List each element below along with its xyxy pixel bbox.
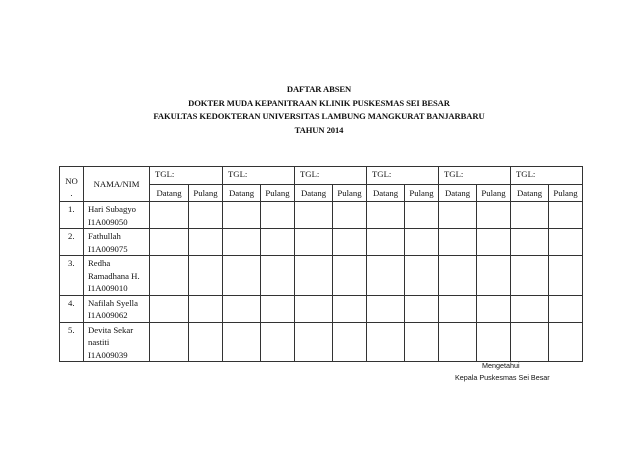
table-row [60, 256, 583, 296]
arrival-cell[interactable] [511, 229, 549, 256]
name-line: I1A009050 [88, 216, 128, 227]
table-row [60, 322, 583, 362]
departure-cell[interactable] [477, 322, 511, 362]
document-header [0, 83, 638, 137]
arrival-cell[interactable] [295, 229, 333, 256]
date-group-header: TGL: [295, 167, 367, 185]
arrival-cell[interactable] [439, 322, 477, 362]
departure-cell[interactable] [261, 295, 295, 322]
departure-cell[interactable] [333, 295, 367, 322]
departure-cell[interactable] [405, 322, 439, 362]
no-column-header: NO . [60, 167, 84, 202]
head-of-clinic-label: Kepala Puskesmas Sei Besar [455, 373, 550, 382]
datang-subheader: Datang [223, 185, 261, 202]
subtitle-line: DOKTER MUDA KEPANITRAAN KLINIK PUSKESMAS SEI BESAR [188, 97, 450, 108]
departure-cell[interactable] [333, 256, 367, 296]
departure-cell[interactable] [405, 229, 439, 256]
departure-cell[interactable] [333, 202, 367, 229]
pulang-subheader: Pulang [189, 185, 223, 202]
pulang-subheader: Pulang [261, 185, 295, 202]
arrival-cell[interactable] [150, 295, 189, 322]
datang-subheader: Datang [295, 185, 333, 202]
arrival-cell[interactable] [223, 322, 261, 362]
arrival-cell[interactable] [150, 202, 189, 229]
departure-cell[interactable] [261, 256, 295, 296]
name-line: I1A009062 [88, 310, 128, 320]
departure-cell[interactable] [405, 295, 439, 322]
datang-subheader: Datang [439, 185, 477, 202]
arrival-cell[interactable] [150, 229, 189, 256]
year-line: TAHUN 2014 [294, 124, 344, 135]
name-line: Redha [88, 258, 111, 268]
arrival-cell[interactable] [367, 229, 405, 256]
departure-cell[interactable] [477, 295, 511, 322]
name-column-header: NAMA/NIM [84, 167, 150, 202]
departure-cell[interactable] [333, 229, 367, 256]
date-group-header: TGL: [439, 167, 511, 185]
name-line: Devita Sekar [88, 324, 134, 335]
acknowledgement-label: Mengetahui [482, 361, 520, 370]
arrival-cell[interactable] [439, 256, 477, 296]
student-name-nim [84, 256, 150, 296]
arrival-cell[interactable] [150, 256, 189, 296]
departure-cell[interactable] [549, 295, 583, 322]
row-number: 5. [60, 322, 84, 362]
datang-subheader: Datang [150, 185, 189, 202]
departure-cell[interactable] [189, 295, 223, 322]
pulang-subheader: Pulang [549, 185, 583, 202]
departure-cell[interactable] [261, 229, 295, 256]
name-line: Nafilah Syella [88, 297, 138, 308]
name-line: Hari Subagyo [88, 204, 137, 214]
arrival-cell[interactable] [295, 295, 333, 322]
arrival-cell[interactable] [295, 322, 333, 362]
student-name-nim [84, 202, 150, 229]
arrival-cell[interactable] [511, 256, 549, 296]
table-row [60, 229, 583, 256]
departure-cell[interactable] [261, 202, 295, 229]
arrival-cell[interactable] [367, 202, 405, 229]
name-line: Fathullah [88, 231, 121, 241]
departure-cell[interactable] [189, 322, 223, 362]
departure-cell[interactable] [549, 202, 583, 229]
attendance-table [59, 166, 583, 362]
name-line: I1A009010 [88, 283, 128, 293]
arrival-cell[interactable] [439, 229, 477, 256]
departure-cell[interactable] [549, 229, 583, 256]
faculty-line: FAKULTAS KEDOKTERAN UNIVERSITAS LAMBUNG MANGKURAT BANJARBARU [153, 111, 485, 121]
departure-cell[interactable] [189, 202, 223, 229]
row-number: 3. [60, 256, 84, 296]
row-number: 2. [60, 229, 84, 256]
departure-cell[interactable] [333, 322, 367, 362]
row-number: 1. [60, 202, 84, 229]
title-line: DAFTAR ABSEN [286, 84, 352, 94]
table-row [60, 295, 583, 322]
arrival-cell[interactable] [295, 256, 333, 296]
pulang-subheader: Pulang [405, 185, 439, 202]
departure-cell[interactable] [477, 229, 511, 256]
date-group-header: TGL: [367, 167, 439, 185]
datang-subheader: Datang [367, 185, 405, 202]
departure-cell[interactable] [405, 202, 439, 229]
departure-cell[interactable] [549, 322, 583, 362]
departure-cell[interactable] [189, 256, 223, 296]
datang-subheader: Datang [511, 185, 549, 202]
student-name-nim [84, 322, 150, 362]
arrival-cell[interactable] [295, 202, 333, 229]
table-row [60, 202, 583, 229]
arrival-cell[interactable] [511, 322, 549, 362]
arrival-cell[interactable] [367, 322, 405, 362]
arrival-cell[interactable] [511, 202, 549, 229]
departure-cell[interactable] [405, 256, 439, 296]
departure-cell[interactable] [189, 229, 223, 256]
name-line: nastiti [88, 337, 110, 347]
arrival-cell[interactable] [150, 322, 189, 362]
departure-cell[interactable] [549, 256, 583, 296]
arrival-cell[interactable] [367, 256, 405, 296]
arrival-cell[interactable] [367, 295, 405, 322]
departure-cell[interactable] [261, 322, 295, 362]
student-name-nim [84, 295, 150, 322]
arrival-cell[interactable] [223, 202, 261, 229]
departure-cell[interactable] [477, 256, 511, 296]
name-line: Ramadhana H. [88, 270, 140, 281]
arrival-cell[interactable] [223, 256, 261, 296]
date-group-header: TGL: [223, 167, 295, 185]
arrival-cell[interactable] [511, 295, 549, 322]
row-number: 4. [60, 295, 84, 322]
name-line: I1A009075 [88, 243, 128, 254]
departure-cell[interactable] [477, 202, 511, 229]
arrival-cell[interactable] [223, 229, 261, 256]
date-group-header: TGL: [150, 167, 223, 185]
arrival-cell[interactable] [439, 202, 477, 229]
date-group-header: TGL: [511, 167, 583, 185]
student-name-nim [84, 229, 150, 256]
pulang-subheader: Pulang [333, 185, 367, 202]
arrival-cell[interactable] [223, 295, 261, 322]
arrival-cell[interactable] [439, 295, 477, 322]
pulang-subheader: Pulang [477, 185, 511, 202]
name-line: I1A009039 [88, 349, 128, 360]
